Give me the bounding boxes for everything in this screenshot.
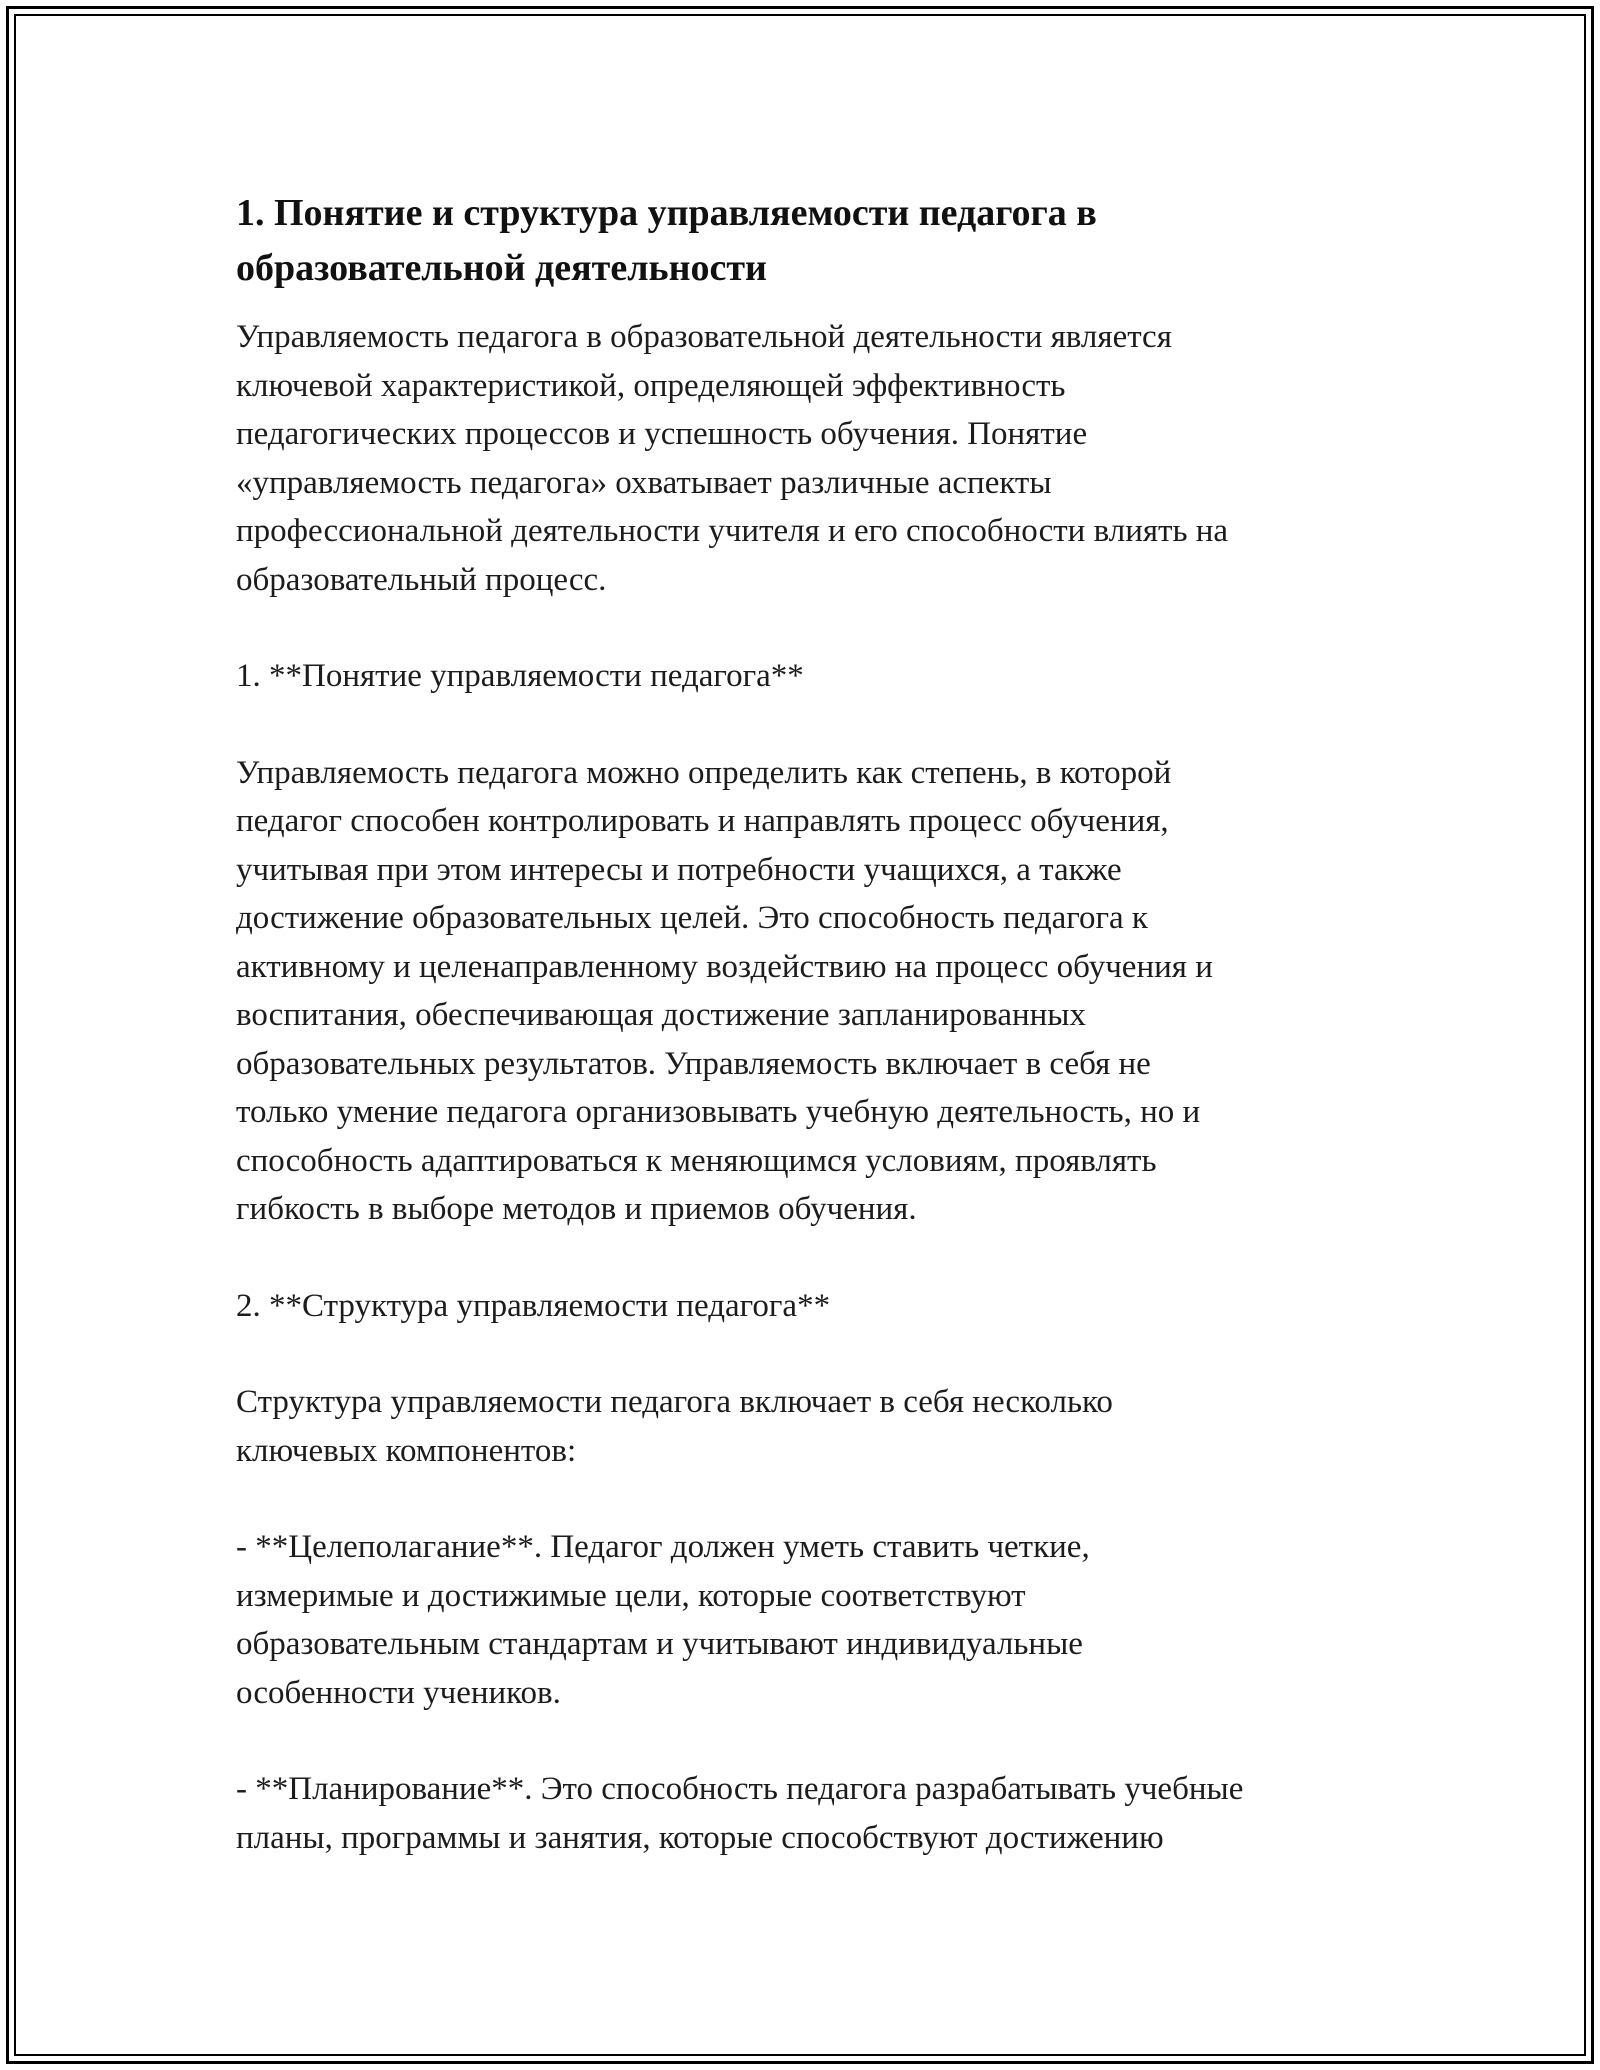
structure-intro-paragraph: Структура управляемости педагога включает в себя несколько ключевых компонентов: <box>236 1384 1113 1469</box>
subsection-title-concept: 1. **Понятие управляемости педагога** <box>236 658 804 694</box>
intro-paragraph: Управляемость педагога в образовательной деятельности является ключевой характеристикой, определяющей эффективность педагогических процессов и успешность обучения. Понятие «управляемость педагога» охватывает различные аспекты профессиональной деятельности учителя и его способности влиять на образовательный процесс. <box>236 319 1229 598</box>
section-heading: 1. Понятие и структура управляемости педагога в образовательной деятельности <box>236 192 1097 289</box>
concept-paragraph: Управляемость педагога можно определить как степень, в которой педагог способен контролировать и направлять процесс обучения, учитывая при этом интересы и потребности учащихся, а также достижение образовательных целей. Это способность педагога к активному и целенаправленному воздействию на процесс обучения и воспитания, обеспечивающая достижение запланированных образовательных результатов. Управляемость включает в себя не только умение педагога организовывать учебную деятельность, но и способность адаптироваться к меняющимся условиям, проявлять гибкость в выборе методов и приемов обучения. <box>236 754 1213 1227</box>
list-item-goal-setting: - **Целеполагание**. Педагог должен уметь ставить четкие, измеримые и достижимые цели, которые соответствуют образовательным стандартам и учитывают индивидуальные особенности учеников. <box>236 1529 1090 1711</box>
document-body <box>236 186 1366 1862</box>
subsection-title-structure: 2. **Структура управляемости педагога** <box>236 1287 831 1324</box>
list-item-planning: - **Планирование**. Это способность педагога разрабатывать учебные планы, программы и занятия, которые способствуют достижению <box>236 1771 1244 1856</box>
